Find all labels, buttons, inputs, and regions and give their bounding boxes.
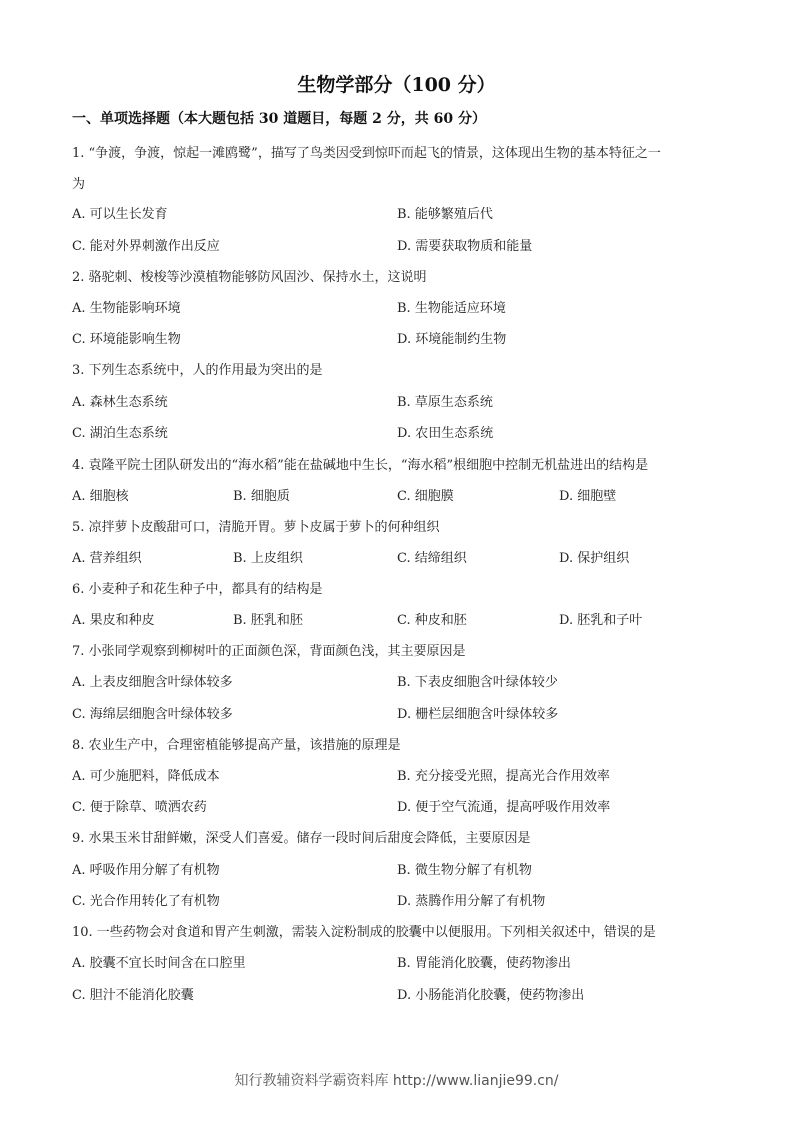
question-5-option-d: D. 保护组织 [559, 551, 630, 566]
question-5-option-a: A. 营养组织 [72, 551, 142, 566]
question-2-option-a: A. 生物能影响环境 [72, 301, 181, 316]
question-2-option-b: B. 生物能适应环境 [397, 301, 506, 316]
question-1-stem-cont: 为 [72, 177, 86, 192]
question-7-option-b: B. 下表皮细胞含叶绿体较少 [397, 675, 558, 690]
question-3-stem: 3. 下列生态系统中，人的作用最为突出的是 [72, 363, 323, 378]
question-9-option-a: A. 呼吸作用分解了有机物 [72, 863, 220, 878]
question-6-option-c: C. 种皮和胚 [397, 613, 467, 628]
question-1-option-c: C. 能对外界刺激作出反应 [72, 239, 220, 254]
question-10-option-c: C. 胆汁不能消化胶囊 [72, 988, 194, 1003]
question-6-stem: 6. 小麦种子和花生种子中，都具有的结构是 [72, 582, 323, 597]
page-title: 生物学部分（100 分） [297, 74, 496, 96]
question-3-option-d: D. 农田生态系统 [397, 426, 494, 441]
section-heading: 一、单项选择题（本大题包括 30 道题目，每题 2 分，共 60 分） [72, 111, 486, 127]
question-9-option-c: C. 光合作用转化了有机物 [72, 894, 220, 909]
question-7-option-c: C. 海绵层细胞含叶绿体较多 [72, 707, 233, 722]
question-2-option-c: C. 环境能影响生物 [72, 332, 181, 347]
question-3-option-b: B. 草原生态系统 [397, 395, 493, 410]
question-5-stem: 5. 凉拌萝卜皮酸甜可口，清脆开胃。萝卜皮属于萝卜的何种组织 [72, 520, 440, 535]
question-4-option-b: B. 细胞质 [233, 489, 290, 504]
question-1-option-b: B. 能够繁殖后代 [397, 207, 493, 222]
question-8-option-c: C. 便于除草、喷洒农药 [72, 800, 207, 815]
question-9-stem: 9. 水果玉米甘甜鲜嫩，深受人们喜爱。储存一段时间后甜度会降低，主要原因是 [72, 831, 531, 846]
question-8-option-a: A. 可少施肥料，降低成本 [72, 769, 220, 784]
question-4-stem: 4. 袁隆平院士团队研发出的“海水稻”能在盐碱地中生长，“海水稻”根细胞中控制无机盐进出的结构是 [72, 458, 649, 473]
question-10-stem: 10. 一些药物会对食道和胃产生刺激，需装入淀粉制成的胶囊中以便服用。下列相关叙述中，错误的是 [72, 925, 656, 940]
question-3-option-a: A. 森林生态系统 [72, 395, 168, 410]
question-2-option-d: D. 环境能制约生物 [397, 332, 507, 347]
question-3-option-c: C. 湖泊生态系统 [72, 426, 168, 441]
question-2-stem: 2. 骆驼刺、梭梭等沙漠植物能够防风固沙、保持水土，这说明 [72, 270, 427, 285]
question-7-option-d: D. 栅栏层细胞含叶绿体较多 [397, 707, 559, 722]
question-7-stem: 7. 小张同学观察到柳树叶的正面颜色深，背面颜色浅，其主要原因是 [72, 644, 466, 659]
question-10-option-b: B. 胃能消化胶囊，使药物渗出 [397, 956, 571, 971]
question-8-option-b: B. 充分接受光照，提高光合作用效率 [397, 769, 610, 784]
question-7-option-a: A. 上表皮细胞含叶绿体较多 [72, 675, 233, 690]
question-4-option-d: D. 细胞壁 [559, 489, 617, 504]
question-8-option-d: D. 便于空气流通，提高呼吸作用效率 [397, 800, 611, 815]
question-10-option-a: A. 胶囊不宜长时间含在口腔里 [72, 956, 246, 971]
question-5-option-b: B. 上皮组织 [233, 551, 303, 566]
question-8-stem: 8. 农业生产中，合理密植能够提高产量，该措施的原理是 [72, 738, 401, 753]
question-1-stem: 1. “争渡，争渡，惊起一滩鸥鹭”，描写了鸟类因受到惊吓而起飞的情景，这体现出生物的基本特征之一 [72, 146, 661, 161]
question-4-option-a: A. 细胞核 [72, 489, 129, 504]
question-6-option-a: A. 果皮和种皮 [72, 613, 155, 628]
question-6-option-d: D. 胚乳和子叶 [559, 613, 643, 628]
question-1-option-d: D. 需要获取物质和能量 [397, 239, 533, 254]
question-10-option-d: D. 小肠能消化胶囊，使药物渗出 [397, 988, 585, 1003]
footer-watermark: 知行教辅资料学霸资料库 http://www.lianjie99.cn/ [234, 1073, 559, 1089]
question-5-option-c: C. 结缔组织 [397, 551, 467, 566]
question-6-option-b: B. 胚乳和胚 [233, 613, 303, 628]
question-4-option-c: C. 细胞膜 [397, 489, 454, 504]
question-9-option-d: D. 蒸腾作用分解了有机物 [397, 894, 546, 909]
question-1-option-a: A. 可以生长发育 [72, 207, 168, 222]
question-9-option-b: B. 微生物分解了有机物 [397, 863, 532, 878]
